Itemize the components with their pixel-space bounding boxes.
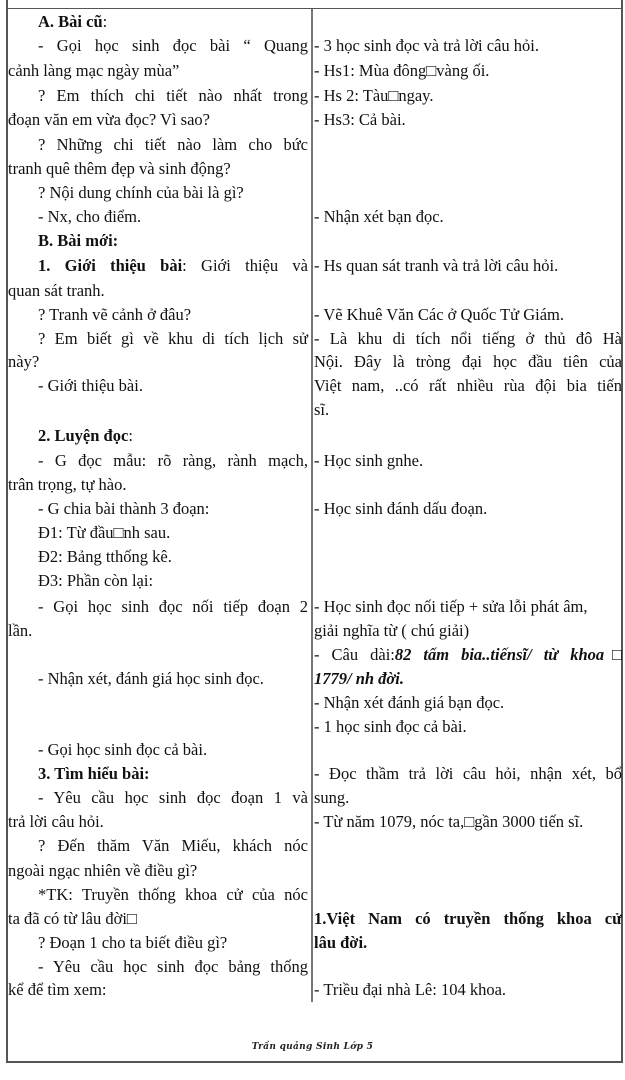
line-text: - Là khu di tích nổi tiếng ở thủ đô Hà <box>314 329 622 348</box>
student-line <box>314 691 622 715</box>
line-text: - Hs quan sát tranh và trả lời câu hỏi. <box>314 256 559 275</box>
line-text: quan sát tranh. <box>8 281 105 300</box>
teacher-line <box>8 303 308 327</box>
student-line <box>314 810 622 834</box>
line-text: - Từ năm 1079, nóc ta,□gần 3000 tiến sĩ. <box>314 812 584 831</box>
line-text: cảnh làng mạc ngày mùa” <box>8 61 180 80</box>
line-text: - Hs 2: Tàu□ngay. <box>314 86 434 105</box>
teacher-line <box>8 978 308 1002</box>
student-line <box>314 667 622 691</box>
line-text: kể để tìm xem: <box>8 980 107 999</box>
teacher-line <box>8 545 308 569</box>
line-text: ? Những chi tiết nào làm cho bức <box>38 135 308 154</box>
line-text: - Học sinh gnhe. <box>314 451 424 470</box>
line-text: ? Em thích chi tiết nào nhất trong <box>38 86 308 105</box>
teacher-line <box>8 521 308 545</box>
line-text: trả lời câu hỏi. <box>8 812 104 831</box>
teacher-line <box>8 84 308 108</box>
teacher-line <box>8 59 308 83</box>
line-text: này? <box>8 352 40 371</box>
teacher-line <box>8 229 308 253</box>
section-heading: lâu đời. <box>314 933 368 952</box>
teacher-line <box>8 133 308 157</box>
line-text: : Giới thiệu và <box>182 256 308 275</box>
page-footer: Trần quảng Sinh Lớp 5 <box>251 1042 374 1052</box>
line-text: ngoài ngạc nhiên về điều gì? <box>8 861 198 880</box>
line-text: sĩ. <box>314 400 330 419</box>
line-text: - Câu dài: <box>314 645 395 664</box>
line-text: - G đọc mẫu: rõ ràng, rành mạch, <box>38 451 308 470</box>
line-text: - 3 học sinh đọc và trả lời câu hỏi. <box>314 36 539 55</box>
teacher-line <box>8 762 308 786</box>
teacher-line <box>8 279 308 303</box>
student-line <box>314 907 622 931</box>
student-line <box>314 205 622 229</box>
line-text: Việt nam, ..có rất nhiều rùa đội bia tiến <box>314 376 622 395</box>
line-text: ? Em biết gì về khu di tích lịch sử <box>38 329 308 348</box>
section-heading: B. Bài mới: <box>38 231 119 250</box>
line-text: tranh quê thêm đẹp và sinh động? <box>8 159 231 178</box>
line-text: - Gọi học sinh đọc bài “ Quang <box>38 36 308 55</box>
line-text: trân trọng, tự hào. <box>8 475 127 494</box>
teacher-line <box>8 569 308 593</box>
line-text: Đ2: Bảng tthống kê. <box>38 547 172 566</box>
line-text: - Hs3: Cả bài. <box>314 110 406 129</box>
emphasized-phrase: 82 tấm bia..tiếnsĩ/ từ khoa□ <box>394 645 622 664</box>
teacher-line <box>8 931 308 955</box>
teacher-line <box>8 955 308 979</box>
teacher-line <box>8 157 308 181</box>
teacher-line <box>8 34 308 58</box>
line-text: ? Nội dung chính của bài là gì? <box>38 183 244 202</box>
teacher-line <box>8 497 308 521</box>
teacher-line <box>8 374 308 398</box>
line-text: - Gọi học sinh đọc cả bài. <box>38 740 208 759</box>
student-line <box>314 786 622 810</box>
line-text: - Yêu cầu học sinh đọc bảng thống <box>38 957 308 976</box>
teacher-line <box>8 907 308 931</box>
student-line <box>314 59 622 83</box>
teacher-line <box>8 327 308 351</box>
student-line <box>314 931 622 955</box>
teacher-line <box>8 108 308 132</box>
teacher-line <box>8 205 308 229</box>
heading-colon: : <box>128 426 133 445</box>
line-text: ta đã có từ lâu đời□ <box>8 909 137 928</box>
teacher-line <box>8 667 308 691</box>
line-text: - G chia bài thành 3 đoạn: <box>38 499 210 518</box>
student-line <box>314 84 622 108</box>
section-heading: A. Bài cũ <box>38 12 103 31</box>
line-text: - Học sinh đánh dấu đoạn. <box>314 499 488 518</box>
heading-colon: : <box>102 12 108 31</box>
student-line <box>314 978 622 1002</box>
student-line <box>314 327 622 351</box>
teacher-line <box>8 883 308 907</box>
teacher-line <box>8 473 308 497</box>
section-heading: 1. Giới thiệu bài <box>38 256 183 275</box>
student-line <box>314 762 622 786</box>
student-line <box>314 108 622 132</box>
line-text: - Đọc thầm trả lời câu hỏi, nhận xét, bổ <box>314 764 622 783</box>
line-text: - Giới thiệu bài. <box>38 376 143 395</box>
teacher-line <box>8 810 308 834</box>
student-line <box>314 398 622 422</box>
line-text: - Học sinh đọc nối tiếp + sửa lỗi phát âm, <box>314 597 588 616</box>
line-text: - Nx, cho điểm. <box>38 207 142 226</box>
line-text: - Nhận xét đánh giá bạn đọc. <box>314 693 505 712</box>
line-text: giải nghĩa từ ( chú giải) <box>314 621 470 640</box>
teacher-line <box>8 181 308 205</box>
line-text: - Gọi học sinh đọc nối tiếp đoạn 2 <box>38 597 308 616</box>
student-line <box>314 595 622 619</box>
teacher-line <box>8 786 308 810</box>
teacher-line <box>8 350 308 374</box>
line-text: - Nhận xét bạn đọc. <box>314 207 444 226</box>
teacher-line <box>8 619 308 643</box>
student-line <box>314 254 622 278</box>
teacher-line <box>8 424 308 448</box>
teacher-line <box>8 738 308 762</box>
emphasized-phrase: 1779/ nh đời. <box>314 669 405 688</box>
table-top-border <box>6 8 623 9</box>
teacher-line <box>8 254 308 278</box>
teacher-line <box>8 595 308 619</box>
line-text: - Triều đại nhà Lê: 104 khoa. <box>314 980 507 999</box>
line-text: - 1 học sinh đọc cả bài. <box>314 717 467 736</box>
student-line <box>314 374 622 398</box>
student-line <box>314 34 622 58</box>
line-text: - Vẽ Khuê Văn Các ở Quốc Tử Giám. <box>314 305 564 324</box>
line-text: sung. <box>314 788 350 807</box>
line-text: - Hs1: Mùa đông□vàng ối. <box>314 61 490 80</box>
line-text: đoạn văn em vừa đọc? Vì sao? <box>8 110 210 129</box>
line-text: Đ1: Từ đầu□nh sau. <box>38 523 171 542</box>
line-text: lần. <box>8 621 33 640</box>
teacher-line <box>8 10 308 34</box>
student-line <box>314 350 622 374</box>
line-text: ? Đến thăm Văn Miếu, khách nóc <box>38 836 308 855</box>
section-heading: 1.Việt Nam có truyền thống khoa cử <box>314 909 622 928</box>
column-divider <box>311 9 313 1002</box>
line-text: ? Tranh vẽ cảnh ở đâu? <box>38 305 192 324</box>
line-text: - Nhận xét, đánh giá học sinh đọc. <box>38 669 264 688</box>
line-text: Đ3: Phần còn lại: <box>38 571 154 590</box>
student-line <box>314 619 622 643</box>
teacher-line <box>8 834 308 858</box>
student-line <box>314 497 622 521</box>
teacher-line <box>8 449 308 473</box>
line-text: *TK: Truyền thống khoa cử của nóc <box>38 885 308 904</box>
student-line <box>314 643 622 667</box>
teacher-line <box>8 859 308 883</box>
student-line <box>314 449 622 473</box>
line-text: - Yêu cầu học sinh đọc đoạn 1 và <box>38 788 308 807</box>
section-heading: 2. Luyện đọc <box>38 426 129 445</box>
student-line <box>314 303 622 327</box>
line-text: ? Đoạn 1 cho ta biết điều gì? <box>38 933 228 952</box>
section-heading: 3. Tìm hiểu bài: <box>38 764 150 783</box>
line-text: Nội. Đây là tròng đại học đầu tiên của <box>314 352 622 371</box>
student-line <box>314 715 622 739</box>
